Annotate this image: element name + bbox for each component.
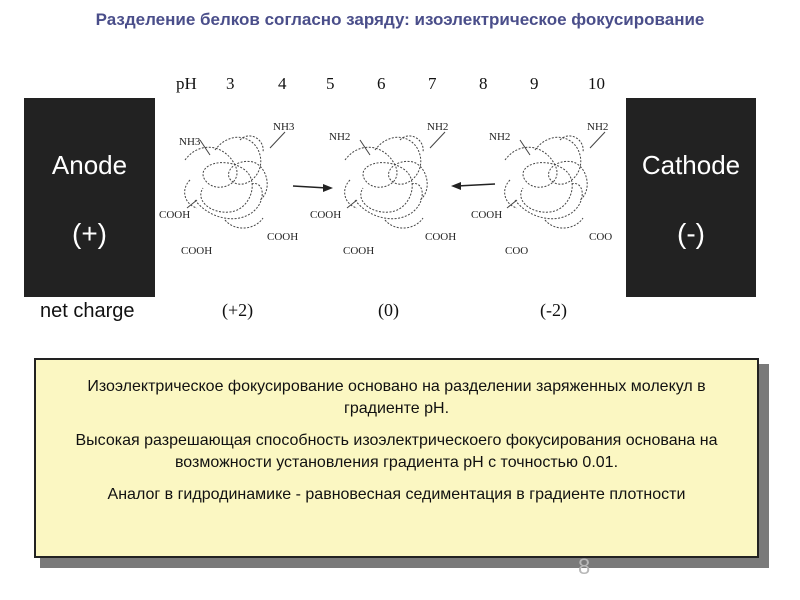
amino-group-label: NH3: [179, 136, 201, 148]
carboxyl-group-label: COOH: [181, 245, 213, 257]
protein-molecule: [185, 136, 268, 228]
ph-value: 5: [326, 74, 335, 93]
carboxyl-group-label: COOH: [343, 245, 375, 257]
ph-value: 3: [226, 74, 235, 93]
slide-title: Разделение белков согласно заряду: изоэлектрическое фокусирование: [95, 10, 705, 29]
note-box: [34, 358, 759, 558]
amino-group-label: NH2: [587, 121, 609, 133]
ph-value: 9: [530, 74, 539, 93]
carboxyl-group-label: COOH: [471, 209, 503, 221]
charge-value: (-2): [540, 300, 567, 320]
page-number: 8: [578, 554, 591, 579]
carboxyl-group-label: COO: [589, 231, 613, 243]
cathode-sign: (-): [677, 218, 705, 249]
amino-group-label: NH2: [489, 131, 511, 143]
carboxyl-group-label: COOH: [159, 209, 191, 221]
arrow-right-icon: [293, 184, 333, 192]
cathode-panel: [626, 98, 756, 297]
anode-sign: (+): [72, 218, 107, 249]
cathode-label: Cathode: [641, 150, 741, 180]
ph-value: 8: [479, 74, 488, 93]
amino-group-label: NH2: [427, 121, 449, 133]
ph-value: 10: [588, 74, 605, 93]
protein-molecule: [345, 136, 428, 228]
note-paragraph: Высокая разрешающая способность изоэлектрическоего фокусирования основана на возможности установления градиента pH с точностью 0.01.: [75, 432, 718, 471]
ph-value: 6: [377, 74, 386, 93]
amino-group-label: NH3: [273, 121, 295, 133]
note-paragraph: Изоэлектрическое фокусирование основано на разделении заряженных молекул в градиенте pH.: [87, 378, 706, 417]
anode-label: Anode: [51, 150, 128, 180]
carboxyl-group-label: COOH: [425, 231, 457, 243]
note-paragraph: Аналог в гидродинамике - равновесная седиментация в градиенте плотности: [107, 486, 686, 503]
charge-value: (+2): [222, 300, 254, 320]
anode-panel: [24, 98, 155, 297]
amino-group-label: NH2: [329, 131, 351, 143]
ph-value: 4: [278, 74, 287, 93]
protein-molecule: [505, 136, 588, 228]
protein-diagram: [155, 100, 625, 300]
ph-value: 7: [428, 74, 437, 93]
carboxyl-group-label: COO: [505, 245, 529, 257]
carboxyl-group-label: COOH: [310, 209, 342, 221]
charge-value: (0): [378, 300, 399, 320]
carboxyl-group-label: COOH: [267, 231, 299, 243]
arrow-left-icon: [451, 182, 495, 190]
ph-label: pH: [176, 74, 197, 93]
net-charge-label: net charge: [40, 300, 135, 322]
